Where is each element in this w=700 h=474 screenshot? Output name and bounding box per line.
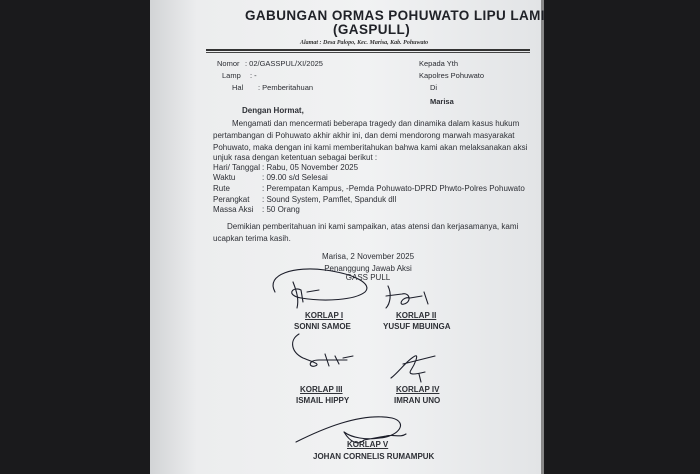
korlap-5-name: JOHAN CORNELIS RUMAMPUK [313,452,435,461]
lamp-label: Lamp [222,71,241,80]
recipient-line-3: Di [430,83,438,92]
recipient-line-1: Kepada Yth [419,59,459,68]
hal-label: Hal [232,83,244,92]
detail-value-route: : Perempatan Kampus, -Pemda Pohuwato-DPRD Phwto-Polres Pohuwato [262,184,525,193]
nomor-label: Nomor [217,59,240,68]
detail-value-date: : Rabu, 05 November 2025 [262,163,359,172]
korlap-4-role: KORLAP IV [396,385,440,394]
korlap-4-name: IMRAN UNO [394,396,441,405]
korlap-1-name: SONNI SAMOE [294,322,351,331]
letterhead-subtitle: (GASPULL) [333,22,411,37]
lamp-value: : - [250,71,257,80]
korlap-3-role: KORLAP III [300,385,343,394]
signature-korlap-3 [285,330,365,375]
signature-korlap-1 [255,262,385,312]
paragraph-line-2: pertambangan di Pohuwato akhir akhir ini, dan demi mendorong marwah masyarakat [213,131,515,140]
detail-label-date: Hari/ Tanggal [213,163,260,172]
letterhead-rule-thin [206,52,530,53]
closing-line-1: Demikian pemberitahuan ini kami sampaikan, atas atensi dan kerjasamanya, kami [227,222,519,231]
korlap-2-name: YUSUF MBUINGA [383,322,451,331]
signoff-org: GASS PULL [345,273,391,282]
detail-label-equipment: Perangkat [213,195,250,204]
recipient-line-4: Marisa [430,97,454,106]
letterhead-address: Alamat : Desa Palopo, Kec. Marisa, Kab. Pohuwato [300,40,429,46]
signoff-role: Penanggung Jawab Aksi [324,264,412,273]
closing-line-2: ucapkan terima kasih. [213,234,291,243]
korlap-1-role: KORLAP I [305,311,344,320]
korlap-2-role: KORLAP II [396,311,437,320]
paragraph-line-1: Mengamati dan mencermati beberapa tragedy dan dinamika dalam kasus hukum [232,119,520,128]
paper-edge [541,0,544,474]
letterhead-rule [206,49,530,51]
detail-value-time: : 09.00 s/d Selesai [262,173,328,182]
detail-value-equipment: : Sound System, Pamflet, Spanduk dll [262,195,397,204]
detail-label-time: Waktu [213,173,236,182]
signoff-place-date: Marisa, 2 November 2025 [321,252,415,261]
paragraph-line-3: Pohuwato, maka dengan ini kami memberitahukan bahwa kami akan melaksanakan aksi [213,143,528,152]
korlap-5-role: KORLAP V [347,440,389,449]
salutation: Dengan Hormat, [242,106,304,115]
nomor-value: : 02/GASSPUL/XI/2025 [245,59,323,68]
detail-label-mass: Massa Aksi [213,205,254,214]
recipient-line-2: Kapolres Pohuwato [419,71,485,80]
detail-label-route: Rute [213,184,230,193]
korlap-3-name: ISMAIL HIPPY [296,396,350,405]
hal-value: : Pemberitahuan [258,83,314,92]
detail-value-mass: : 50 Orang [262,205,300,214]
paragraph-line-4: unjuk rasa dengan ketentuan sebagai berikut : [213,153,378,162]
letterhead-title: GABUNGAN ORMAS POHUWATO LIPU LAMI [245,8,545,23]
signature-korlap-4 [385,350,445,385]
signature-korlap-2 [380,282,440,312]
